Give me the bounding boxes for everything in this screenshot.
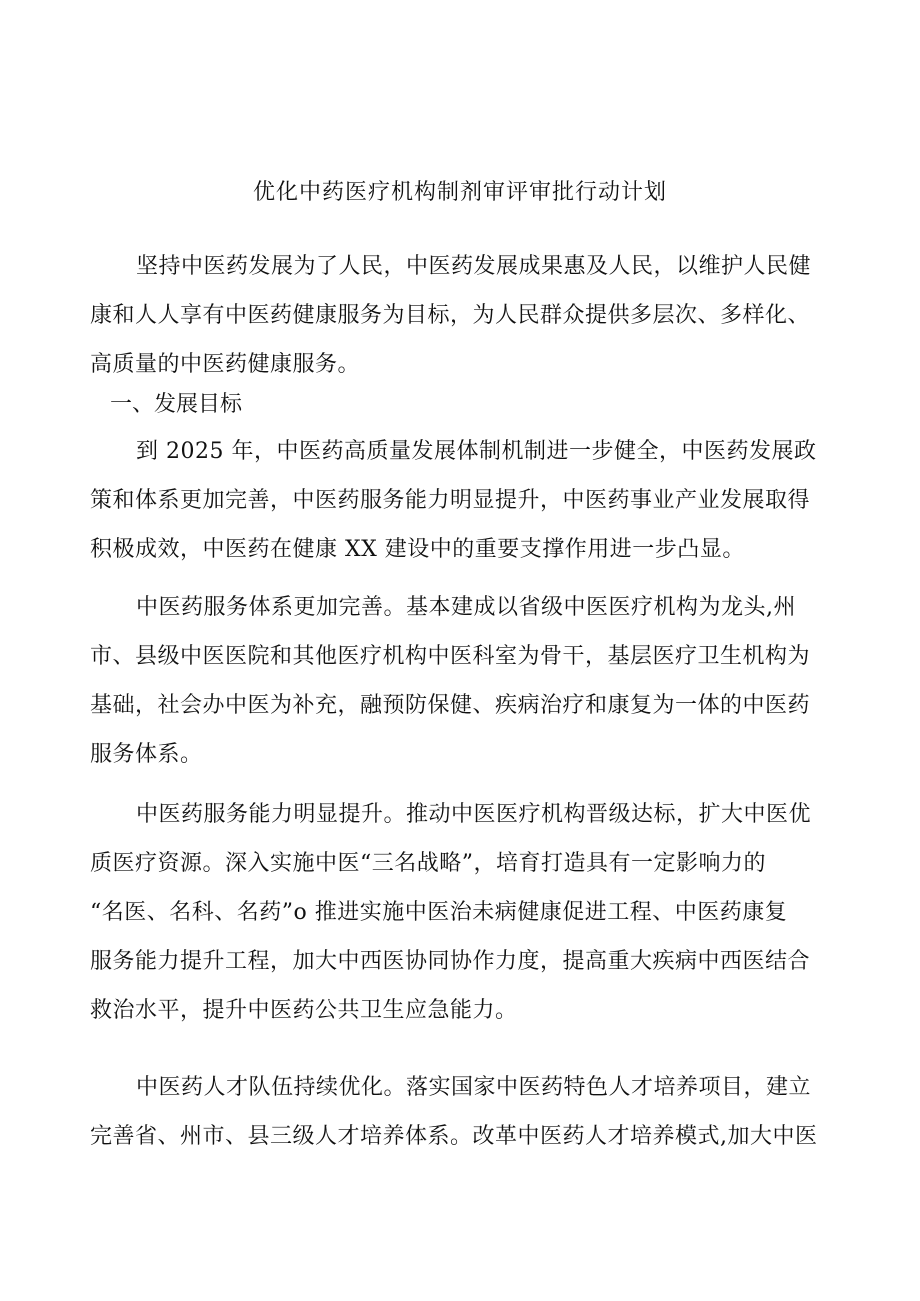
paragraph-line: 基础，社会办中医为补充，融预防保健、疾病治疗和康复为一体的中医药 <box>90 693 811 718</box>
paragraph-line: 策和体系更加完善，中医药服务能力明显提升，中医药事业产业发展取得 <box>90 488 811 513</box>
service-capacity-paragraph <box>90 790 836 1035</box>
paragraph-line: 服务能力提升工程，加大中西医协同协作力度，提高重大疾病中西医结合 <box>90 949 811 974</box>
paragraph-line: 积极成效，中医药在健康 XX 建设中的重要支撑作用进一步凸显。 <box>90 537 745 562</box>
paragraph-line: 坚持中医药发展为了人民，中医药发展成果惠及人民，以维护人民健 <box>136 254 812 279</box>
paragraph-line: 质医疗资源。深入实施中医“三名战略”，培育打造具有一定影响力的 <box>90 851 766 876</box>
paragraph-line: 到 2025 年，中医药高质量发展体制机制进一步健全，中医药发展政 <box>136 439 817 464</box>
talent-paragraph <box>90 1063 836 1161</box>
paragraph-line: 完善省、州市、县三级人才培养体系。改革中医药人才培养模式,加大中医 <box>90 1124 818 1149</box>
paragraph-line: 市、县级中医医院和其他医疗机构中医科室为骨干，基层医疗卫生机构为 <box>90 644 811 669</box>
paragraph-line: “名医、名科、名药”o 推进实施中医治未病健康促进工程、中医药康复 <box>90 900 788 925</box>
paragraph-line: 中医药服务体系更加完善。基本建成以省级中医医疗机构为龙头,州 <box>136 595 796 620</box>
service-system-paragraph <box>90 583 836 779</box>
paragraph-line: 康和人人享有中医药健康服务为目标，为人民群众提供多层次、多样化、 <box>90 303 811 328</box>
section-heading: 一、发展目标 <box>110 392 243 417</box>
paragraph-line: 救治水平，提升中医药公共卫生应急能力。 <box>90 998 518 1023</box>
paragraph-line: 中医药人才队伍持续优化。落实国家中医药特色人才培养项目，建立 <box>136 1075 812 1100</box>
paragraph-line: 高质量的中医药健康服务。 <box>90 352 361 377</box>
goal-paragraph <box>90 427 836 574</box>
document-title: 优化中药医疗机构制剂审评审批行动计划 <box>252 180 667 205</box>
intro-paragraph <box>90 242 836 389</box>
paragraph-line: 中医药服务能力明显提升。推动中医医疗机构晋级达标，扩大中医优 <box>136 802 812 827</box>
paragraph-line: 服务体系。 <box>90 742 203 767</box>
